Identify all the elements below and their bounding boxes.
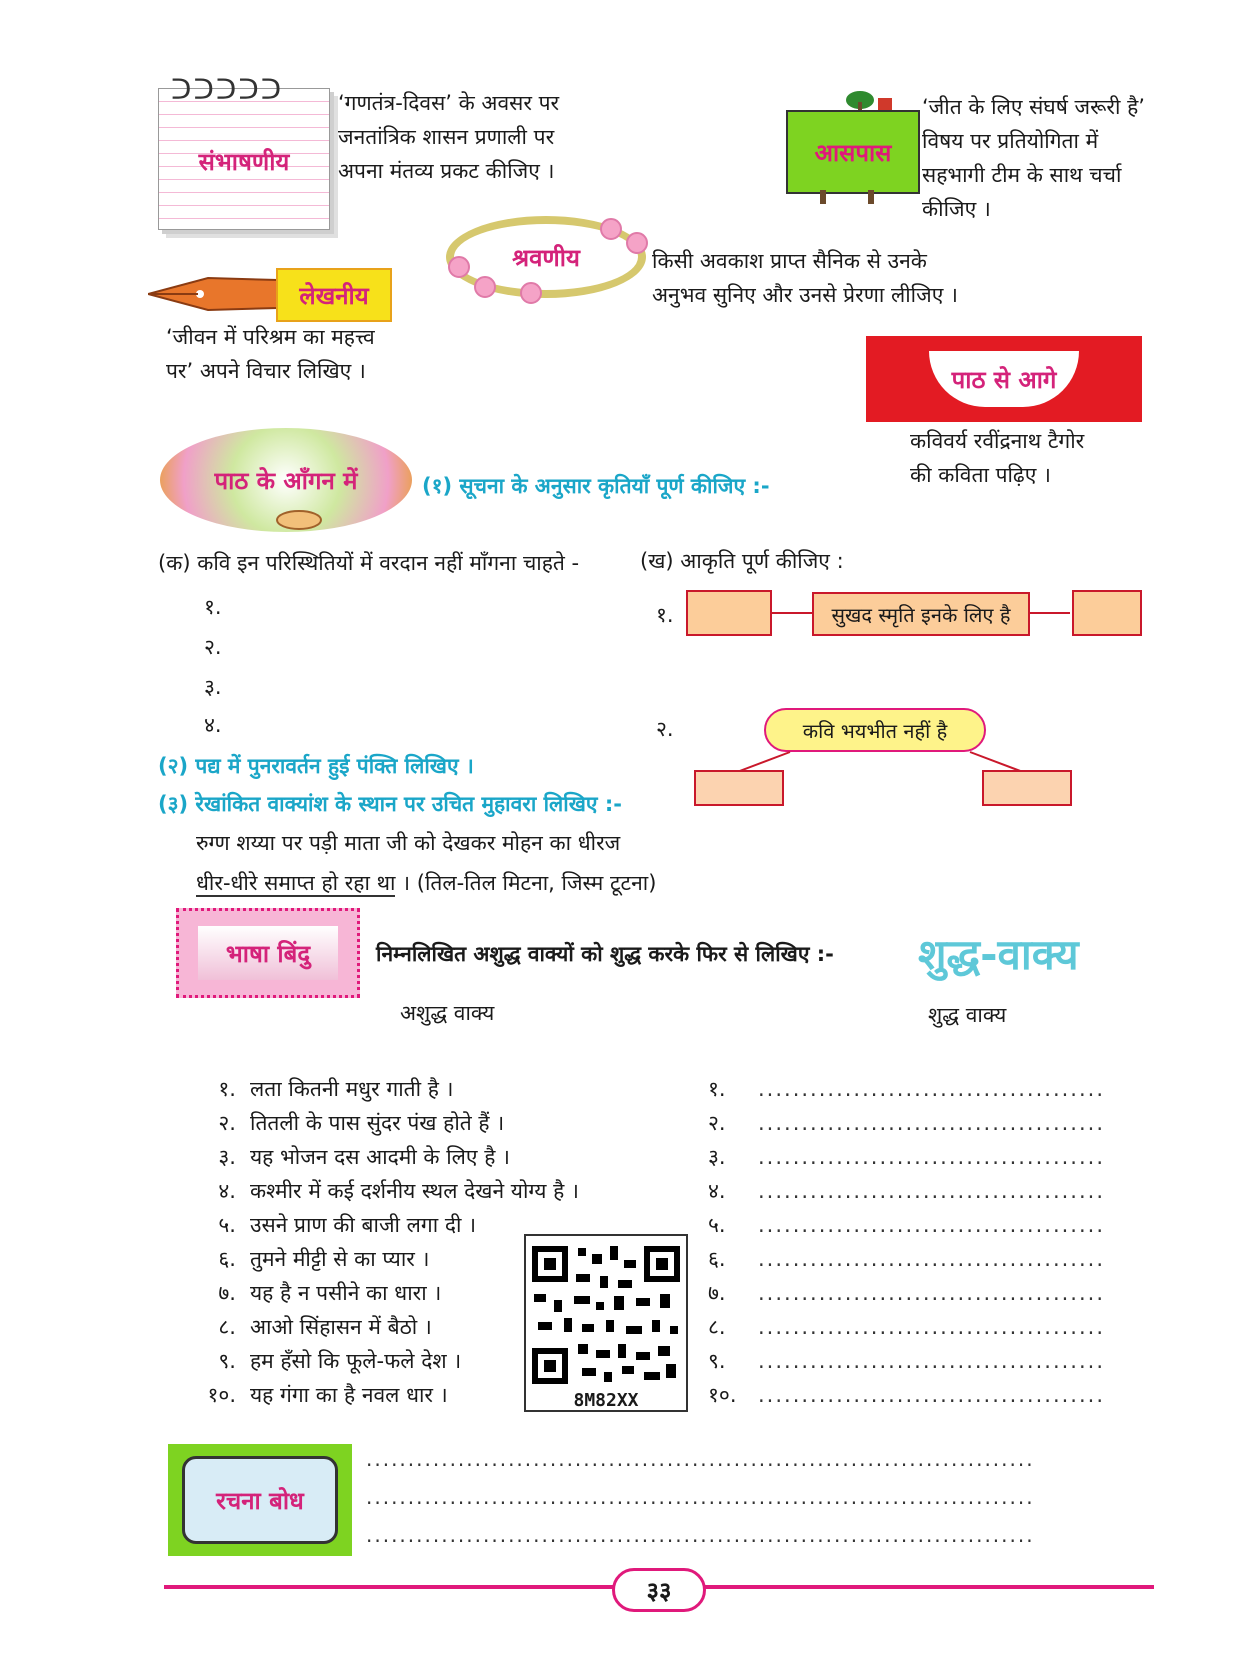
row-num: ९.: [708, 1349, 726, 1373]
row-text: यह गंगा का है नवल धार ।: [250, 1383, 448, 1407]
text-line: जनतांत्रिक शासन प्रणाली पर: [338, 125, 555, 149]
shuddh-answer-list: [708, 1072, 1108, 1412]
answer-row[interactable]: [708, 1276, 1108, 1310]
answer-row[interactable]: [708, 1106, 1108, 1140]
answer-dotline: ........................................: [758, 1281, 1106, 1305]
row-num: ४.: [218, 1179, 236, 1203]
row-num: २.: [708, 1111, 726, 1135]
answer-row[interactable]: [708, 1072, 1108, 1106]
q3-line1: रुग्ण शय्या पर पड़ी माता जी को देखकर मोहन का धीरज: [196, 831, 621, 855]
answer-row[interactable]: [708, 1310, 1108, 1344]
row-num: ७.: [708, 1281, 726, 1305]
bhasha-bindu-label: भाषा बिंदु: [225, 939, 311, 968]
answer-dotline: ........................................: [758, 1349, 1106, 1373]
flower-icon: [520, 282, 542, 304]
row-num: ६.: [708, 1247, 726, 1271]
ka-heading: (क) कवि इन परिस्थितियों में वरदान नहीं माँगना चाहते -: [158, 551, 580, 575]
row-num: ६.: [218, 1247, 236, 1271]
row-num: २.: [218, 1111, 236, 1135]
q2-heading: (२) पद्य में पुनरावर्तन हुई पंक्ति लिखिए ।: [158, 754, 474, 778]
row-text: यह है न पसीने का धारा ।: [250, 1281, 442, 1305]
answer-row[interactable]: [708, 1378, 1108, 1412]
lekhaniya-label: लेखनीय: [299, 281, 369, 310]
sign-pole: [868, 190, 874, 204]
row-text: उसने प्राण की बाजी लगा दी ।: [250, 1213, 477, 1237]
q3-line2: [196, 866, 656, 900]
answer-row[interactable]: [708, 1242, 1108, 1276]
bhasha-instruction: निम्नलिखित अशुद्ध वाक्यों को शुद्ध करके फिर से लिखिए :-: [376, 942, 834, 966]
text-line: ‘जीत के लिए संघर्ष जरूरी है’: [922, 95, 1145, 119]
sambhashaniya-label: संभाषणीय: [198, 148, 290, 176]
connector-line: [772, 612, 812, 614]
q3-heading: (३) रेखांकित वाक्यांश के स्थान पर उचित मुहावरा लिखिए :-: [158, 792, 622, 816]
kha-2-num: २.: [656, 717, 674, 741]
answer-dotline: ........................................: [758, 1077, 1106, 1101]
aaspas-label: आसपास: [814, 138, 892, 167]
answer-dotline: ................................................................................: [366, 1523, 1035, 1547]
underlined-phrase: धीर-धीरे समाप्त हो रहा था: [196, 871, 396, 895]
answer-box[interactable]: [694, 770, 784, 806]
row-num: ५.: [708, 1213, 726, 1237]
answer-box[interactable]: [686, 590, 772, 636]
row-text: तुमने मीट्टी से का प्यार ।: [250, 1247, 430, 1271]
answer-row[interactable]: [708, 1140, 1108, 1174]
shuddh-vakya-title: शुद्ध-वाक्य: [918, 930, 1079, 979]
row-num: ५.: [218, 1213, 236, 1237]
text-line: ‘गणतंत्र-दिवस’ के अवसर पर: [338, 91, 560, 115]
text-line: की कविता पढ़िए ।: [910, 463, 1052, 487]
answer-dotline: ........................................: [758, 1383, 1106, 1407]
ka-num-2: २.: [204, 635, 222, 659]
ka-num-1: १.: [204, 595, 222, 619]
flower-icon: [600, 218, 622, 240]
answer-dotline: ........................................: [758, 1145, 1106, 1169]
row-num: ४.: [708, 1179, 726, 1203]
aaspas-text: [922, 90, 1152, 226]
path-se-aage-curtain: [866, 336, 1142, 422]
qr-pattern-icon: [526, 1240, 686, 1390]
kha-heading: (ख) आकृति पूर्ण कीजिए :: [640, 549, 844, 573]
answer-dotline: ........................................: [758, 1315, 1106, 1339]
row-num: ९.: [218, 1349, 236, 1373]
kha-1-center-box: [812, 592, 1030, 636]
sambhashaniya-notebook: [158, 73, 330, 230]
aaspas-sign: [786, 110, 920, 194]
sambhashaniya-text: [338, 86, 588, 188]
row-num: १.: [218, 1077, 236, 1101]
bhasha-bindu-box: [176, 908, 360, 998]
text-line: पर’ अपने विचार लिखिए ।: [166, 359, 366, 383]
list-item: [196, 1106, 596, 1140]
handshake-icon: [274, 508, 324, 536]
kha-2-center-box: [764, 708, 986, 752]
rachna-answer-lines[interactable]: [366, 1440, 1146, 1554]
text-line: कीजिए ।: [922, 197, 991, 221]
rachna-bodh-box: [168, 1444, 352, 1556]
path-ke-aangan-label: पाठ के आँगन में: [214, 466, 358, 495]
col-left-heading: अशुद्ध वाक्य: [400, 1001, 495, 1025]
text-line: अपना मंतव्य प्रकट कीजिए ।: [338, 159, 555, 183]
qr-code-label: 8M82XX: [573, 1390, 639, 1411]
row-num: १०.: [207, 1383, 236, 1407]
kha-2-center-text: कवि भयभीत नहीं है: [802, 718, 948, 743]
answer-dotline: ........................................: [758, 1247, 1106, 1271]
page-number-text: ३३: [646, 1576, 672, 1605]
sign-pole: [820, 190, 826, 204]
answer-row[interactable]: [708, 1174, 1108, 1208]
row-num: ८.: [218, 1315, 236, 1339]
connector-line: [1030, 612, 1070, 614]
text-line: विषय पर प्रतियोगिता में: [922, 129, 1099, 153]
row-num: ३.: [218, 1145, 236, 1169]
text-line: कविवर्य रवींद्रनाथ टैगोर: [910, 429, 1085, 453]
qr-code[interactable]: [524, 1234, 688, 1412]
answer-dotline: ................................................................................: [366, 1447, 1035, 1471]
q1-heading: (१) सूचना के अनुसार कृतियाँ पूर्ण कीजिए :-: [422, 474, 770, 498]
row-text: आओ सिंहासन में बैठो ।: [250, 1315, 432, 1339]
list-item: [196, 1140, 596, 1174]
answer-dotline: ........................................: [758, 1213, 1106, 1237]
shravaniya-label: श्रवणीय: [512, 243, 580, 272]
row-text: तितली के पास सुंदर पंख होते हैं ।: [250, 1111, 505, 1135]
row-text: कश्मीर में कई दर्शनीय स्थल देखने योग्य है ।: [250, 1179, 579, 1203]
kha-1-num: १.: [656, 603, 674, 627]
text-line: सहभागी टीम के साथ चर्चा: [922, 163, 1122, 187]
row-num: ७.: [218, 1281, 236, 1305]
path-se-aage-label: पाठ से आगे: [951, 365, 1057, 394]
answer-row[interactable]: [708, 1208, 1108, 1242]
row-num: १.: [708, 1077, 726, 1101]
answer-dotline: ................................................................................: [366, 1485, 1035, 1509]
answer-box[interactable]: [1072, 590, 1142, 636]
answer-row[interactable]: [708, 1344, 1108, 1378]
row-num: ८.: [708, 1315, 726, 1339]
path-se-aage-text: [910, 424, 1150, 492]
col-right-heading: शुद्ध वाक्य: [928, 1003, 1007, 1027]
text-line: अनुभव सुनिए और उनसे प्रेरणा लीजिए ।: [652, 283, 958, 307]
ka-num-4: ४.: [204, 713, 222, 737]
ka-num-3: ३.: [204, 675, 222, 699]
notebook-rings-icon: ᑐᑐᑐᑐᑐ: [171, 73, 284, 106]
page-number: [612, 1568, 706, 1612]
row-text: हम हँसो कि फूले-फले देश ।: [250, 1349, 462, 1373]
flower-icon: [448, 256, 470, 278]
answer-box[interactable]: [982, 770, 1072, 806]
row-num: ३.: [708, 1145, 726, 1169]
flower-icon: [474, 276, 496, 298]
answer-dotline: ........................................: [758, 1111, 1106, 1135]
rachna-bodh-label: रचना बोध: [216, 1486, 304, 1515]
row-text: लता कितनी मधुर गाती है ।: [250, 1077, 454, 1101]
q3-line2-rest: । (तिल-तिल मिटना, जिस्म टूटना): [402, 871, 657, 895]
answer-dotline: ........................................: [758, 1179, 1106, 1203]
lekhaniya-label-box: [276, 268, 392, 322]
kha-1-center-text: सुखद स्मृति इनके लिए है: [831, 602, 1011, 627]
pen-nib-icon: [148, 274, 278, 318]
row-num: १०.: [708, 1383, 737, 1407]
shravaniya-text: [652, 244, 992, 312]
text-line: ‘जीवन में परिश्रम का महत्त्व: [166, 325, 375, 349]
lekhaniya-text: [166, 320, 406, 388]
row-text: यह भोजन दस आदमी के लिए है ।: [250, 1145, 510, 1169]
list-item: [196, 1174, 596, 1208]
text-line: किसी अवकाश प्राप्त सैनिक से उनके: [652, 249, 927, 273]
list-item: [196, 1072, 596, 1106]
flower-icon: [626, 232, 648, 254]
